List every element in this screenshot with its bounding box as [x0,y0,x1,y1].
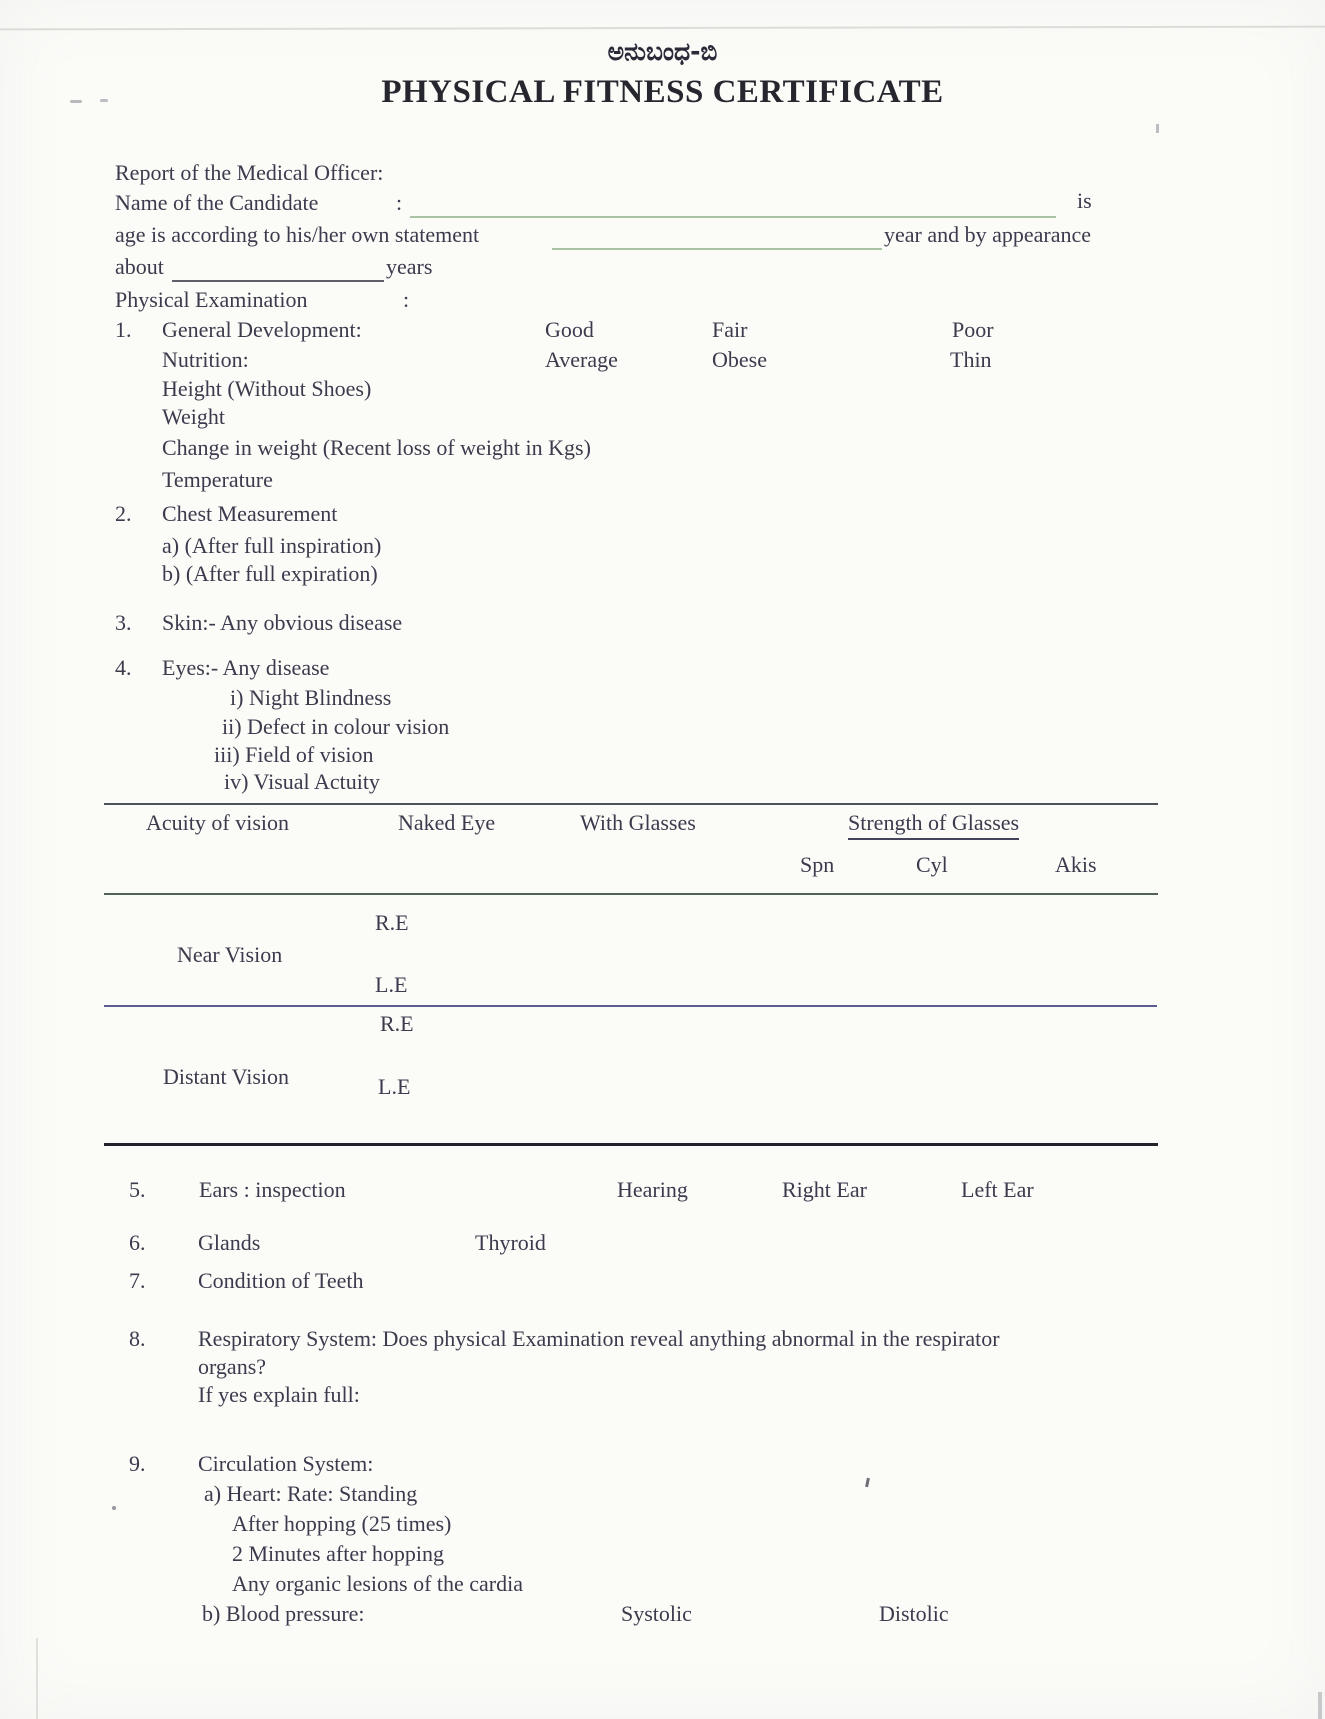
near-vision-label: Near Vision [177,942,283,967]
vision-col-naked-eye: Naked Eye [398,810,496,835]
item-7-number: 7. [129,1268,146,1293]
item-8-line-3: If yes explain full: [198,1382,360,1407]
item-1-temperature-label: Temperature [162,467,273,492]
item-9-after-hopping: After hopping (25 times) [232,1511,452,1536]
item-9-blood-pressure-label: b) Blood pressure: [202,1601,365,1626]
item-5-left-ear: Left Ear [961,1177,1034,1202]
item-6-label: Glands [198,1230,261,1255]
scan-mark-left-dot [112,1506,116,1510]
option-obese: Obese [712,347,767,372]
scan-left-edge-line [36,1638,38,1719]
item-5-number: 5. [129,1177,146,1202]
option-good: Good [545,317,594,342]
item-6-thyroid: Thyroid [475,1230,546,1255]
item-5-label: Ears : inspection [199,1177,346,1202]
age-statement-text: age is according to his/her own statement [115,222,480,247]
distant-vision-label: Distant Vision [163,1064,290,1089]
vision-col-acuity: Acuity of vision [146,810,289,835]
item-4-number: 4. [115,655,132,680]
item-4-label: Eyes:- Any disease [162,655,330,680]
scan-mark-right-dot [1156,124,1159,133]
item-8-line-2: organs? [198,1354,267,1379]
about-blank-line [172,280,384,282]
vision-table-header-rule [104,893,1158,895]
item-8-number: 8. [129,1326,146,1351]
option-fair: Fair [712,317,748,342]
item-2-sub-b: b) (After full expiration) [162,561,378,586]
vision-table-top-rule [104,803,1158,805]
item-1-nutrition-label: Nutrition: [162,347,249,372]
item-4-sub-iv: iv) Visual Actuity [224,769,380,794]
annexure-label: ಅನುಬಂಧ-ಬಿ [607,37,718,66]
item-4-sub-iii: iii) Field of vision [214,742,374,767]
name-label: Name of the Candidate [115,190,319,215]
item-5-hearing: Hearing [617,1177,688,1202]
item-4-sub-i: i) Night Blindness [230,685,392,710]
name-colon: : [396,190,403,215]
vision-col-strength-of-glasses: Strength of Glasses [848,811,1019,840]
item-7-label: Condition of Teeth [198,1268,364,1293]
near-vision-le: L.E [375,972,408,997]
about-suffix: years [386,254,433,279]
item-6-number: 6. [129,1230,146,1255]
document-title: PHYSICAL FITNESS CERTIFICATE [381,74,944,110]
option-poor: Poor [952,317,994,342]
item-1-height-label: Height (Without Shoes) [162,376,372,401]
option-average: Average [545,347,618,372]
item-2-number: 2. [115,501,132,526]
physical-exam-label: Physical Examination [115,287,308,312]
item-1-general-label: General Development: [162,317,362,342]
item-9-heart-rate-standing: a) Heart: Rate: Standing [204,1481,418,1506]
item-1-number: 1. [115,317,132,342]
age-blank-line [552,248,882,250]
item-9-number: 9. [129,1451,146,1476]
item-9-label: Circulation System: [198,1451,374,1476]
item-2-sub-a: a) (After full inspiration) [162,533,382,558]
item-9-organic-lesions: Any organic lesions of the cardia [232,1571,524,1596]
near-vision-re: R.E [375,910,409,935]
item-1-change-weight-label: Change in weight (Recent loss of weight in Kgs) [162,435,591,460]
item-9-systolic: Systolic [621,1601,692,1626]
option-thin: Thin [950,347,992,372]
report-line: Report of the Medical Officer: [115,160,384,185]
item-5-right-ear: Right Ear [782,1177,867,1202]
about-label: about [115,254,164,279]
item-3-label: Skin:- Any obvious disease [162,610,403,635]
vision-table-mid-rule [104,1005,1157,1007]
name-suffix: is [1077,188,1092,213]
item-4-sub-ii: ii) Defect in colour vision [222,714,450,739]
vision-subcol-cyl: Cyl [916,852,948,877]
vision-subcol-spn: Spn [800,852,835,877]
name-blank-line [410,216,1056,218]
item-2-label: Chest Measurement [162,501,338,526]
item-1-weight-label: Weight [162,404,225,429]
vision-subcol-akis: Akis [1055,852,1097,877]
item-9-distolic: Distolic [879,1601,949,1626]
scan-bottom-right-mark [1318,1692,1322,1719]
vision-col-with-glasses: With Glasses [580,810,696,835]
item-9-two-minutes-after: 2 Minutes after hopping [232,1541,445,1566]
distant-vision-re: R.E [380,1011,414,1036]
physical-exam-colon: : [403,287,410,312]
item-3-number: 3. [115,610,132,635]
age-suffix-text: year and by appearance [884,222,1092,247]
scan-mark-apostrophe [865,1478,870,1487]
scan-top-edge-line [0,26,1325,31]
item-8-line-1: Respiratory System: Does physical Examination reveal anything abnormal in the respirator [198,1326,1000,1351]
distant-vision-le: L.E [378,1074,411,1099]
vision-table-bottom-rule [104,1143,1158,1146]
